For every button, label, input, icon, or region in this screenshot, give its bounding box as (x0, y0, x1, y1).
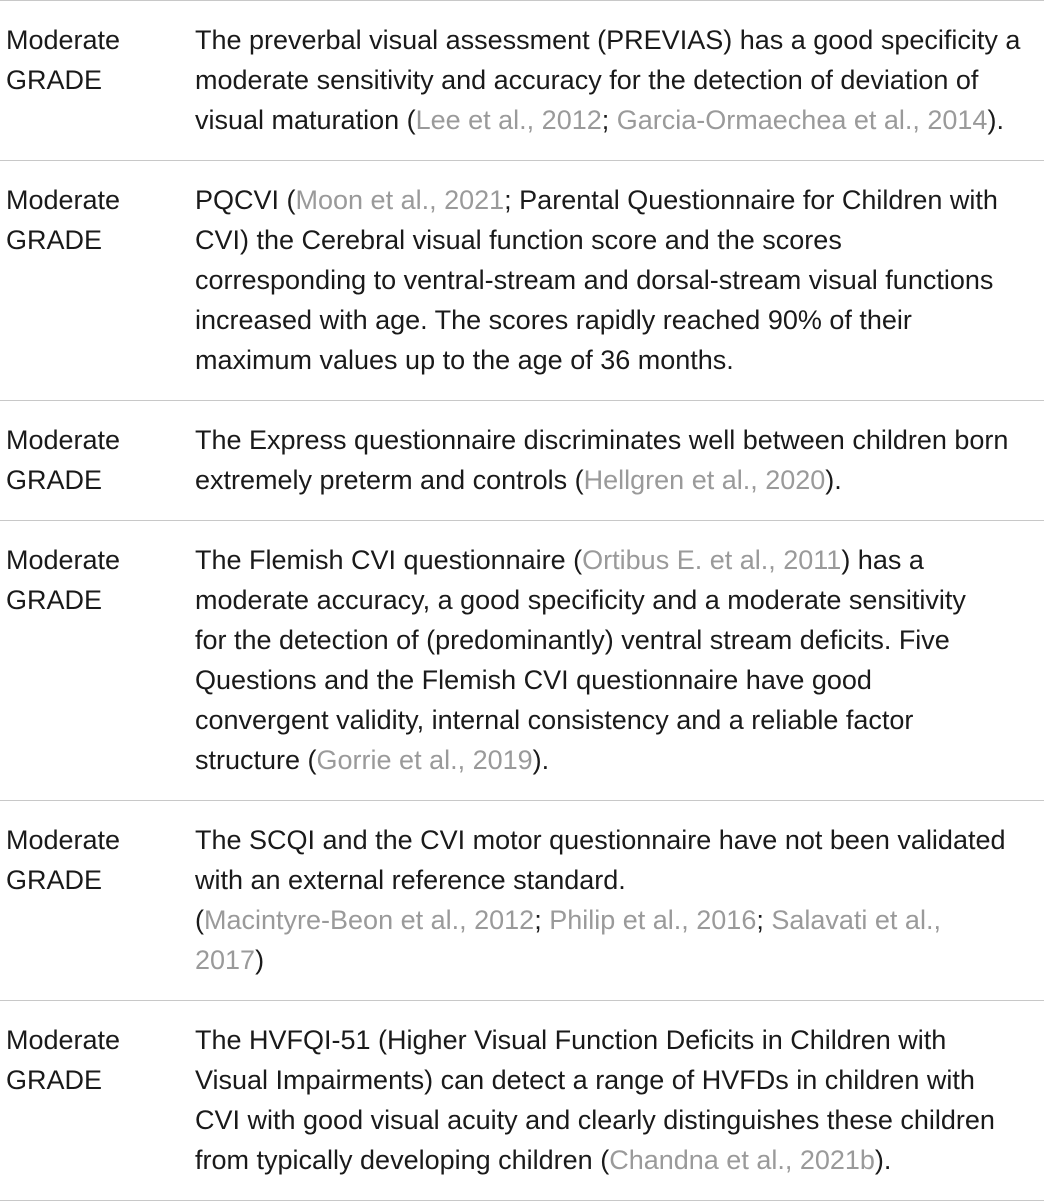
evidence-grade (6, 420, 120, 500)
citation-link[interactable]: Lee et al., 2012 (415, 105, 602, 135)
text-line (195, 860, 1040, 900)
grade-label: GRADE (6, 65, 103, 95)
text-segment: CVI with good visual acuity and clearly distinguishes these children (195, 1105, 995, 1135)
citation-link[interactable]: Gorrie et al., 2019 (316, 745, 533, 775)
text-segment: from typically developing children ( (195, 1145, 610, 1175)
text-line (195, 60, 1040, 100)
text-line (195, 300, 1040, 340)
text-line (195, 820, 1040, 860)
text-segment: for the detection of (predominantly) ventral stream deficits. Five (195, 625, 950, 655)
evidence-grade (6, 1020, 120, 1100)
citation-link[interactable]: Chandna et al., 2021b (609, 1145, 875, 1175)
text-line (195, 20, 1040, 60)
table-row (0, 160, 1044, 400)
text-segment: PQCVI ( (195, 185, 296, 215)
evidence-text (195, 180, 1040, 380)
text-segment: ( (195, 905, 204, 935)
text-line (195, 1140, 1040, 1180)
grade-label: GRADE (6, 465, 103, 495)
citation-link[interactable]: Hellgren et al., 2020 (583, 465, 826, 495)
text-line (195, 740, 1040, 780)
citation-link[interactable]: Salavati et al., (771, 905, 941, 935)
text-line (195, 460, 1040, 500)
evidence-text (195, 420, 1040, 500)
text-segment: The HVFQI-51 (Higher Visual Function Deficits in Children with (195, 1025, 947, 1055)
text-segment: convergent validity, internal consistency and a reliable factor (195, 705, 914, 735)
grade-label: GRADE (6, 225, 103, 255)
text-line (195, 620, 1040, 660)
citation-link[interactable]: Macintyre-Beon et al., 2012 (204, 905, 535, 935)
text-segment: ). (532, 745, 550, 775)
evidence-text (195, 20, 1040, 140)
evidence-text (195, 820, 1040, 980)
table-row (0, 400, 1044, 520)
citation-link[interactable]: Moon et al., 2021 (295, 185, 505, 215)
evidence-text (195, 1020, 1040, 1180)
text-line (195, 220, 1040, 260)
table-row (0, 520, 1044, 800)
text-segment: The Flemish CVI questionnaire ( (195, 545, 583, 575)
grade-label: Moderate (6, 1025, 121, 1055)
text-segment: with an external reference standard. (195, 865, 626, 895)
grade-label: GRADE (6, 865, 103, 895)
text-segment: ) has a (841, 545, 924, 575)
text-line (195, 1100, 1040, 1140)
text-line (195, 260, 1040, 300)
grade-label: Moderate (6, 25, 121, 55)
text-segment: maximum values up to the age of 36 months. (195, 345, 734, 375)
table-row (0, 0, 1044, 160)
text-segment: ; (601, 105, 617, 135)
text-line (195, 580, 1040, 620)
text-segment: moderate accuracy, a good specificity and a moderate sensitivity (195, 585, 966, 615)
text-line (195, 540, 1040, 580)
text-line (195, 1060, 1040, 1100)
text-line (195, 900, 1040, 940)
text-segment: The preverbal visual assessment (PREVIAS) has a good specificity a (195, 25, 1021, 55)
evidence-grade (6, 540, 120, 620)
citation-link[interactable]: Ortibus E. et al., 2011 (582, 545, 842, 575)
table-row (0, 1000, 1044, 1200)
text-segment: ; (534, 905, 550, 935)
text-segment: The Express questionnaire discriminates well between children born (195, 425, 1009, 455)
text-segment: moderate sensitivity and accuracy for the detection of deviation of (195, 65, 979, 95)
text-line (195, 1020, 1040, 1060)
citation-link[interactable]: 2017 (195, 945, 256, 975)
citation-link[interactable]: Philip et al., 2016 (549, 905, 757, 935)
text-segment: ). (987, 105, 1004, 135)
text-line (195, 340, 1040, 380)
grade-label: Moderate (6, 425, 121, 455)
grade-label: Moderate (6, 545, 121, 575)
text-segment: Questions and the Flemish CVI questionnaire have good (195, 665, 872, 695)
text-segment: ). (874, 1145, 892, 1175)
text-segment: The SCQI and the CVI motor questionnaire have not been validated (195, 825, 1006, 855)
text-line (195, 420, 1040, 460)
grade-label: Moderate (6, 185, 121, 215)
text-line (195, 180, 1040, 220)
text-segment: ). (825, 465, 842, 495)
citation-link[interactable]: Garcia-Ormaechea et al., 2014 (616, 105, 988, 135)
grade-label: Moderate (6, 825, 121, 855)
evidence-grade (6, 820, 120, 900)
text-segment: corresponding to ventral-stream and dorsal-stream visual functions (195, 265, 994, 295)
text-segment: CVI) the Cerebral visual function score and the scores (195, 225, 842, 255)
text-line (195, 100, 1040, 140)
table-row (0, 800, 1044, 1000)
text-segment: extremely preterm and controls ( (195, 465, 584, 495)
text-segment: structure ( (195, 745, 317, 775)
evidence-grade (6, 20, 120, 100)
text-segment: ) (255, 945, 265, 975)
evidence-text (195, 540, 1040, 780)
text-segment: ; Parental Questionnaire for Children with (504, 185, 998, 215)
text-segment: Visual Impairments) can detect a range of HVFDs in children with (195, 1065, 975, 1095)
text-segment: increased with age. The scores rapidly reached 90% of their (195, 305, 912, 335)
grade-label: GRADE (6, 1065, 103, 1095)
text-segment: visual maturation ( (195, 105, 416, 135)
text-line (195, 660, 1040, 700)
text-line (195, 700, 1040, 740)
grade-label: GRADE (6, 585, 103, 615)
evidence-grade (6, 180, 120, 260)
text-line (195, 940, 1040, 980)
text-segment: ; (756, 905, 772, 935)
